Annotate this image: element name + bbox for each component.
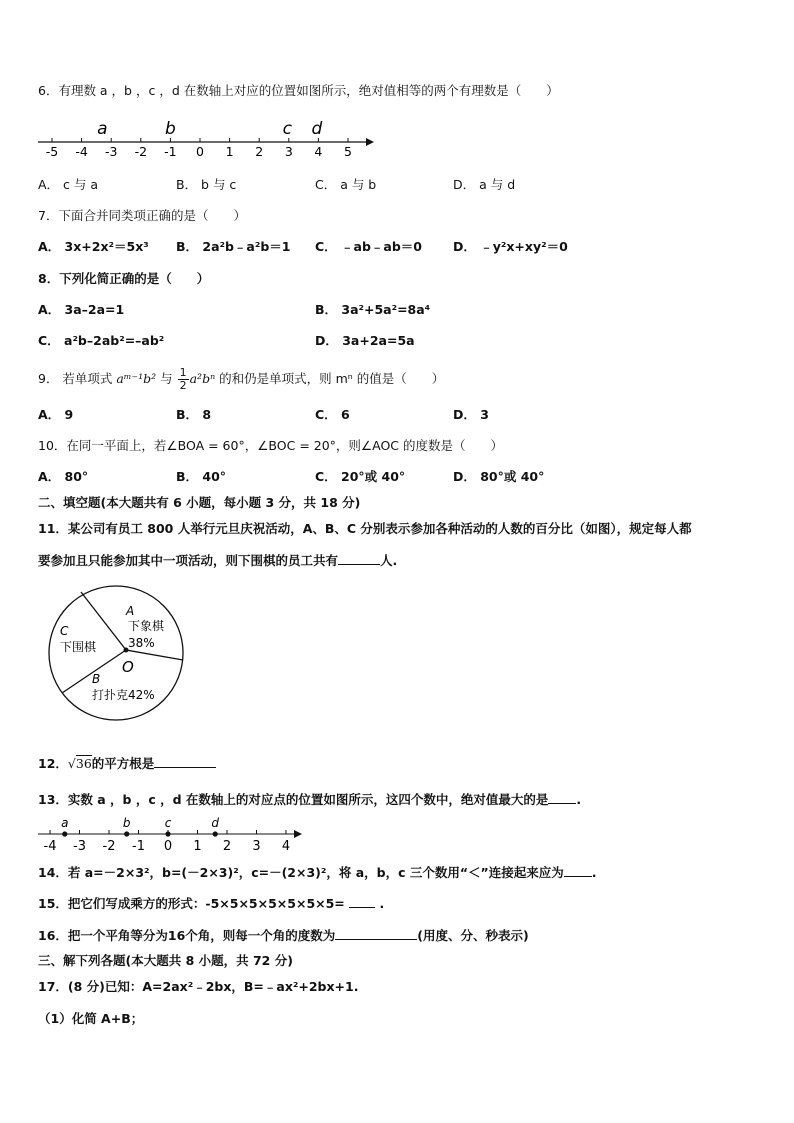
q13-point-label-b: b	[122, 816, 131, 830]
q6-tick-label-9: 4	[314, 144, 323, 159]
q6-tick-label-10: 5	[344, 144, 352, 159]
q11-answer-blank	[338, 551, 380, 565]
section-3-heading: 三、解下列各题(本大题共 8 小题，共 72 分)	[38, 953, 293, 968]
q6-tick-label-7: 2	[255, 144, 264, 159]
q17-stem: 17．(8 分)已知：A=2ax²﹣2bx，B=﹣ax²+2bx+1.	[38, 979, 359, 994]
q9-fraction	[178, 367, 189, 392]
pie-label-b: 打扑克42%	[92, 688, 155, 702]
q14-answer-blank	[564, 863, 592, 877]
sqrt-symbol: √	[67, 756, 76, 771]
q8-option-c: C． a²b–2ab²=–ab²	[38, 333, 165, 348]
q12-suffix: 的平方根是	[91, 756, 155, 771]
q15-end: .	[375, 896, 385, 911]
q13-tick-label-2: -2	[102, 839, 116, 854]
q9-stem	[38, 367, 444, 392]
q6-tick-label-4: -1	[164, 144, 177, 159]
q13-tick-label-0: -4	[43, 839, 57, 854]
q15-stem	[38, 894, 384, 913]
q9-frac-den: 2	[179, 379, 187, 392]
q16-answer-blank	[335, 926, 417, 940]
q11-line2	[38, 551, 397, 570]
q6-tick-label-0: -5	[45, 144, 59, 159]
q13-tick-label-1: -3	[73, 839, 86, 854]
q11-line2-text: 要参加且只能参加其中一项活动，则下围棋的员工共有	[38, 553, 339, 568]
q8-option-a: A． 3a–2a=1	[38, 302, 125, 317]
q13-answer-blank	[548, 790, 576, 804]
q16-text: 16．把一个平角等分为16个角，则每一个角的度数为	[38, 928, 336, 943]
q13-tick-label-7: 3	[252, 839, 261, 854]
q11-line1: 11．某公司有员工 800 人举行元旦庆祝活动，A、B、C 分别表示参加各种活动的人数的百分比（如图），规定每人都	[38, 521, 692, 536]
q13-point-c	[165, 831, 170, 836]
q13-stem	[38, 790, 581, 809]
q6-option-c: C． a 与 b	[315, 177, 377, 192]
q7-option-c: C． ﹣ab﹣ab＝0	[315, 239, 422, 254]
q10-option-d: D． 80°或 40°	[453, 469, 545, 484]
q14-stem	[38, 863, 597, 882]
q13-end: .	[576, 792, 582, 807]
q6-tick-label-3: -2	[134, 144, 148, 159]
q6-point-label-b: b	[165, 119, 176, 139]
q9-term2: a²bⁿ	[189, 371, 216, 386]
q6-tick-label-5: 0	[196, 144, 204, 159]
q10-option-c: C． 20°或 40°	[315, 469, 406, 484]
q13-point-b	[124, 831, 129, 836]
q9-frac-num: 1	[179, 366, 187, 379]
q13-tick-label-3: -1	[132, 839, 145, 854]
q13-tick-label-6: 2	[222, 839, 232, 854]
q6-tick-label-2: -3	[104, 144, 118, 159]
q6-tick-label-8: 3	[284, 144, 293, 159]
pie-letter-a: A	[126, 604, 135, 618]
q13-tick-label-5: 1	[193, 839, 202, 854]
q12-answer-blank	[154, 754, 216, 768]
q13-point-label-c: c	[164, 816, 172, 830]
q10-option-b: B． 40°	[176, 469, 227, 484]
axis-arrow	[294, 830, 302, 838]
q10-stem: 10．在同一平面上，若∠BOA = 60°，∠BOC = 20°，则∠AOC 的度数是（ ）	[38, 438, 503, 453]
q13-point-d	[213, 831, 218, 836]
q6-option-a: A． c 与 a	[38, 177, 99, 192]
q15-answer-blank	[349, 894, 375, 908]
q11-pie-chart	[44, 585, 194, 725]
q6-option-d: D． a 与 d	[453, 177, 516, 192]
q12-stem	[38, 754, 216, 773]
q7-option-b: B． 2a²b﹣a²b＝1	[176, 239, 291, 254]
pie-letter-b: B	[92, 672, 101, 686]
q9-option-c: C． 6	[315, 407, 350, 422]
pie-letter-c: C	[60, 624, 69, 638]
q8-option-b: B． 3a²+5a²=8a⁴	[315, 302, 431, 317]
q6-stem: 6．有理数 a ，b ，c ，d 在数轴上对应的位置如图所示，绝对值相等的两个有理数是（ ）	[38, 83, 559, 98]
axis-arrow	[366, 138, 374, 146]
q6-point-label-d: d	[311, 119, 323, 139]
q9-suffix: 的和仍是单项式，则 mⁿ 的值是（ ）	[215, 371, 445, 386]
pie-label-a: 下象棋	[128, 619, 165, 633]
q6-tick-label-6: 1	[225, 144, 234, 159]
q16-stem	[38, 926, 529, 945]
pie-label-c: 下围棋	[60, 640, 97, 654]
pie-center-label: O	[122, 658, 134, 676]
q6-option-b: B． b 与 c	[176, 177, 237, 192]
q17-sub1: （1）化简 A+B；	[38, 1011, 144, 1026]
pie-radius-ab	[126, 650, 183, 660]
q6-point-label-c: c	[282, 119, 292, 139]
q13-tick-label-8: 4	[281, 839, 291, 854]
q13-text: 13．实数 a ，b ，c ，d 在数轴上的对应点的位置如图所示，这四个数中，绝对值最大的是	[38, 792, 549, 807]
q12-radicand: 36	[75, 756, 92, 771]
pie-pct-a: 38%	[128, 636, 155, 650]
q9-option-b: B． 8	[176, 407, 212, 422]
q13-point-label-d: d	[211, 816, 220, 830]
q14-text: 14．若 a=－2×3²，b=(－2×3)²，c=－(2×3)²，将 a，b，c 三个数用“＜”连接起来应为	[38, 865, 564, 880]
q8-option-d: D． 3a+2a=5a	[315, 333, 415, 348]
q6-tick-label-1: -4	[75, 144, 88, 159]
q10-option-a: A． 80°	[38, 469, 89, 484]
q13-point-a	[62, 831, 67, 836]
q7-option-d: D． ﹣y²x+xy²＝0	[453, 239, 568, 254]
q6-number-line	[38, 112, 378, 162]
q11-line2-end: 人.	[380, 553, 398, 568]
q7-stem: 7．下面合并同类项正确的是（ ）	[38, 208, 246, 223]
q13-number-line	[38, 814, 308, 856]
q7-option-a: A． 3x+2x²＝5x³	[38, 239, 149, 254]
q9-mid: 与	[156, 371, 177, 386]
q14-end: .	[591, 865, 597, 880]
q13-point-label-a: a	[61, 816, 69, 830]
q9-option-a: A． 9	[38, 407, 74, 422]
q12-prefix: 12．	[38, 756, 68, 771]
q9-option-d: D． 3	[453, 407, 489, 422]
q9-prefix: 9． 若单项式	[38, 371, 117, 386]
q15-text: 15．把它们写成乘方的形式：-5×5×5×5×5×5×5=	[38, 896, 350, 911]
q13-tick-label-4: 0	[163, 839, 173, 854]
q16-end: (用度、分、秒表示)	[417, 928, 529, 943]
q6-point-label-a: a	[97, 119, 108, 139]
section-2-heading: 二、填空题(本大题共有 6 小题，每小题 3 分，共 18 分)	[38, 495, 361, 510]
q9-term1: aᵐ⁻¹b²	[116, 371, 157, 386]
q8-stem: 8．下列化简正确的是（ ）	[38, 271, 210, 286]
